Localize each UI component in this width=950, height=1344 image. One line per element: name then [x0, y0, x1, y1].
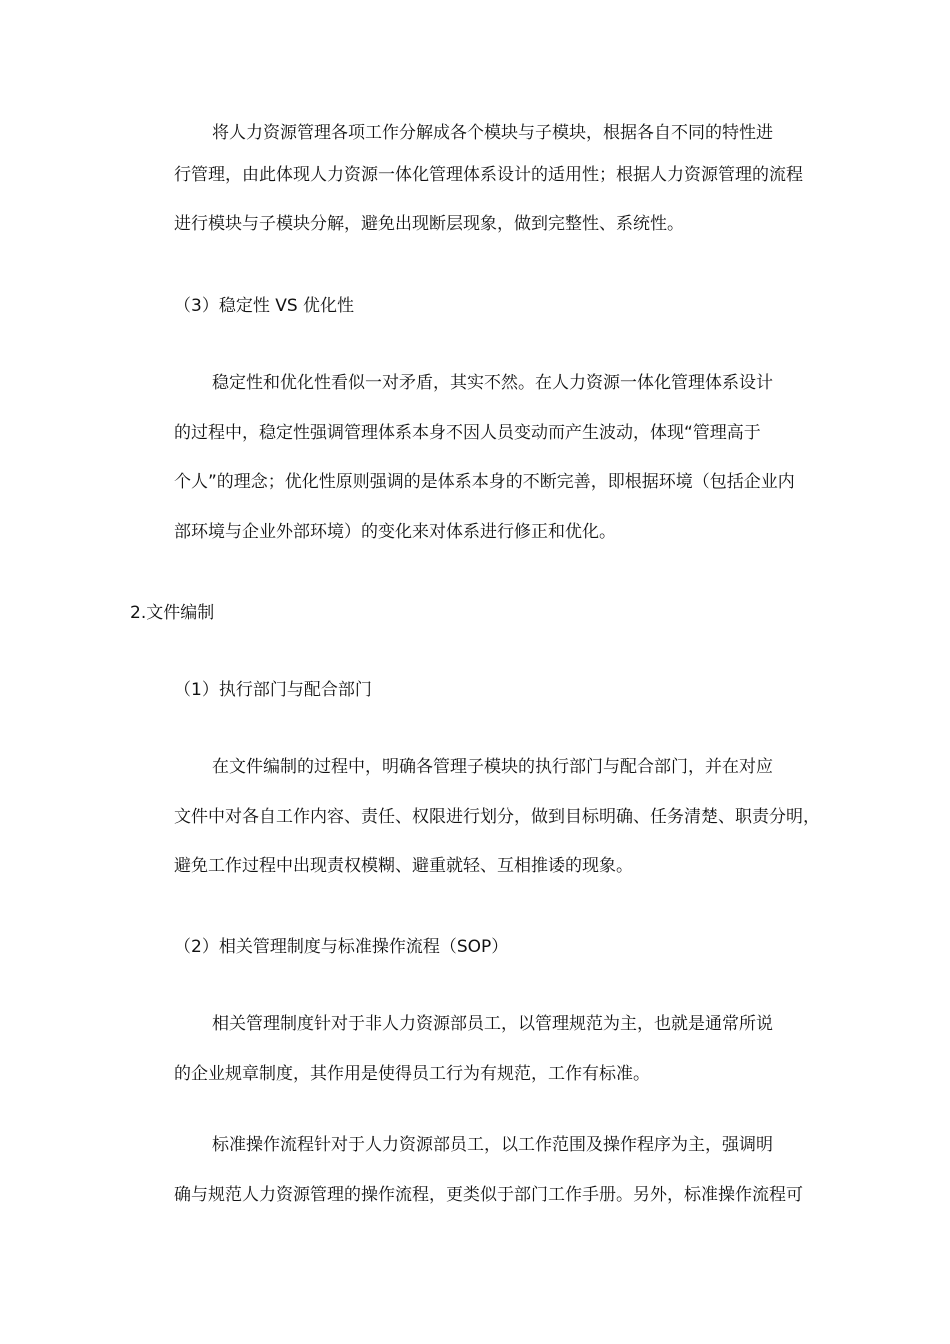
body-text-line: 将人力资源管理各项工作分解成各个模块与子模块，根据各自不同的特性进 [212, 123, 773, 143]
subsection-heading: （2）相关管理制度与标准操作流程（SOP） [174, 937, 509, 957]
body-text-line: 相关管理制度针对于非人力资源部员工，以管理规范为主，也就是通常所说 [212, 1014, 773, 1034]
body-text-line: 稳定性和优化性看似一对矛盾，其实不然。在人力资源一体化管理体系设计 [212, 373, 773, 393]
subsection-heading: （3）稳定性 VS 优化性 [174, 296, 355, 316]
section-heading: 2.文件编制 [130, 603, 215, 623]
body-text-line: 文件中对各自工作内容、责任、权限进行划分，做到目标明确、任务清楚、职责分明， [174, 807, 820, 827]
body-text-line: 的过程中，稳定性强调管理体系本身不因人员变动而产生波动，体现“管理高于 [174, 423, 761, 443]
body-text-line: 行管理，由此体现人力资源一体化管理体系设计的适用性；根据人力资源管理的流程 [174, 165, 803, 185]
body-text-line: 部环境与企业外部环境）的变化来对体系进行修正和优化。 [174, 522, 616, 542]
body-text-line: 个人”的理念；优化性原则强调的是体系本身的不断完善，即根据环境（包括企业内 [174, 472, 795, 492]
body-text-line: 避免工作过程中出现责权模糊、避重就轻、互相推诿的现象。 [174, 856, 633, 876]
body-text-line: 在文件编制的过程中，明确各管理子模块的执行部门与配合部门，并在对应 [212, 757, 773, 777]
subsection-heading: （1）执行部门与配合部门 [174, 680, 372, 700]
body-text-line: 进行模块与子模块分解，避免出现断层现象，做到完整性、系统性。 [174, 214, 684, 234]
body-text-line: 的企业规章制度，其作用是使得员工行为有规范，工作有标准。 [174, 1064, 650, 1084]
body-text-line: 标准操作流程针对于人力资源部员工，以工作范围及操作程序为主，强调明 [212, 1135, 773, 1155]
body-text-line: 确与规范人力资源管理的操作流程，更类似于部门工作手册。另外，标准操作流程可 [174, 1185, 803, 1205]
